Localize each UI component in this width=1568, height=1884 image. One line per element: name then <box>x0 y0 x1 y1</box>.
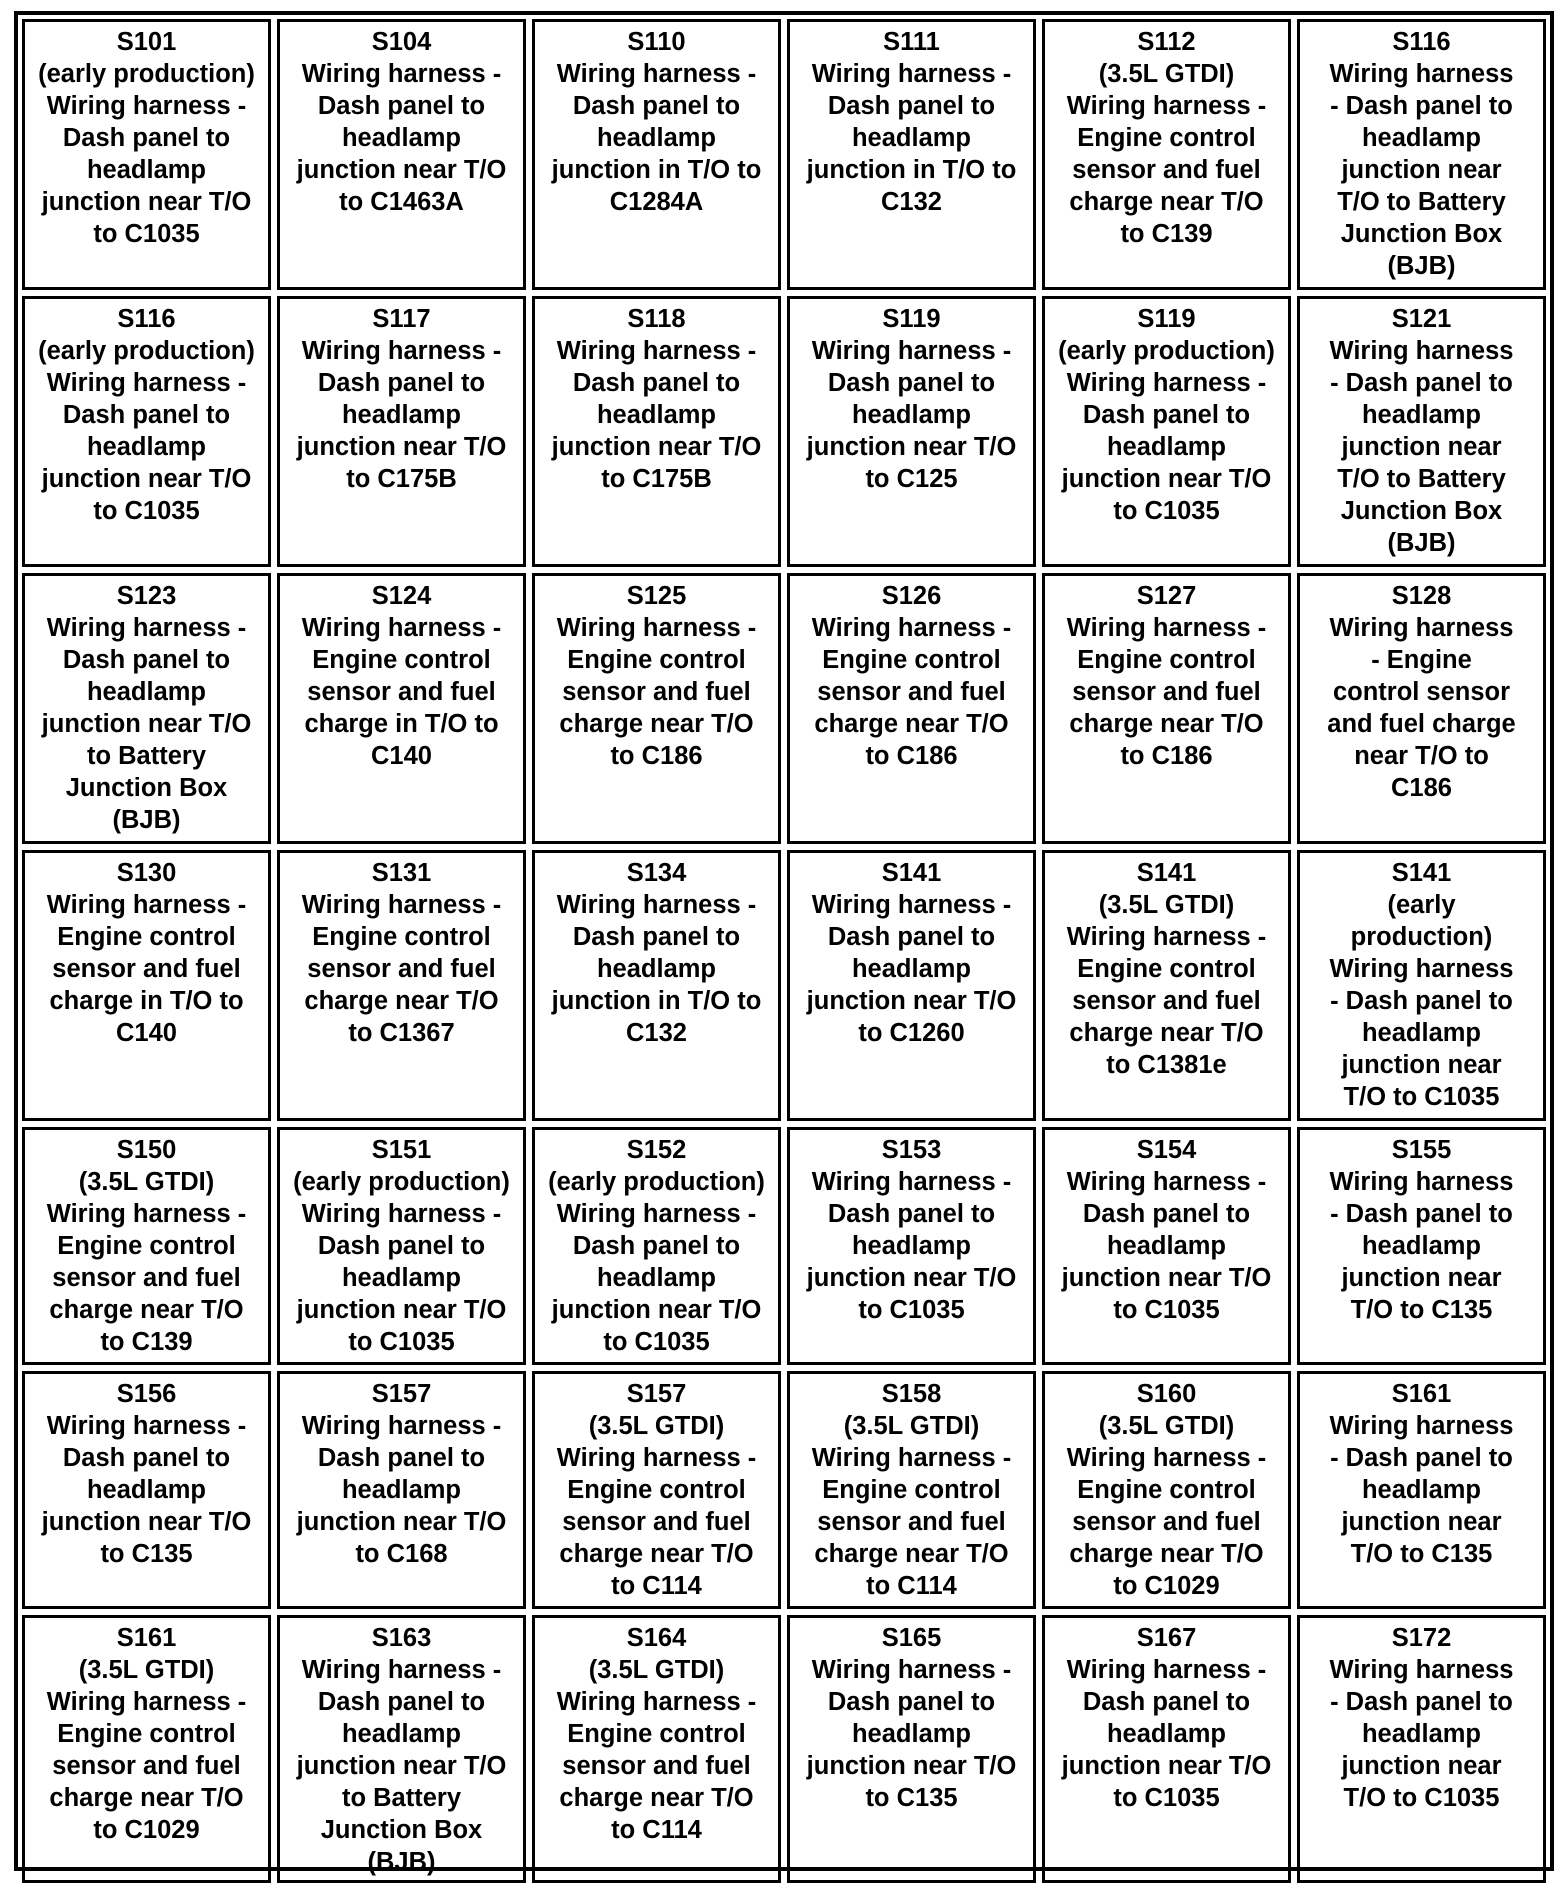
splice-cell <box>532 1615 781 1883</box>
splice-cell <box>277 1371 526 1609</box>
splice-cell-text: S134 Wiring harness - Dash panel to headlamp junction in T/O to C132 <box>551 859 762 1047</box>
splice-cell <box>1042 1371 1291 1609</box>
splice-cell-text: S141 (3.5L GTDI) Wiring harness - Engine control sensor and fuel charge near T/O to C1381e <box>1066 859 1267 1079</box>
splice-cell <box>277 1127 526 1365</box>
splice-cell <box>22 19 271 290</box>
splice-cell <box>1297 296 1546 567</box>
splice-cell-text: S165 Wiring harness - Dash panel to headlamp junction near T/O to C135 <box>806 1624 1017 1812</box>
splice-cell <box>1297 1615 1546 1883</box>
splice-cell-text: S117 Wiring harness - Dash panel to headlamp junction near T/O to C175B <box>296 305 507 493</box>
splice-cell-text: S155 Wiring harness - Dash panel to headlamp junction near T/O to C135 <box>1329 1136 1514 1324</box>
splice-cell <box>1042 850 1291 1121</box>
splice-cell <box>532 19 781 290</box>
splice-cell-text: S160 (3.5L GTDI) Wiring harness - Engine control sensor and fuel charge near T/O to C1029 <box>1066 1380 1267 1600</box>
splice-cell <box>1042 296 1291 567</box>
splice-cell-text: S118 Wiring harness - Dash panel to headlamp junction near T/O to C175B <box>551 305 762 493</box>
splice-cell-text: S111 Wiring harness - Dash panel to headlamp junction in T/O to C132 <box>806 28 1017 216</box>
splice-cell-text: S151 (early production) Wiring harness - Dash panel to headlamp junction near T/O to C1035 <box>293 1136 510 1356</box>
splice-cell-text: S123 Wiring harness - Dash panel to headlamp junction near T/O to Battery Junction Box (BJB) <box>41 582 252 834</box>
splice-cell <box>1042 1615 1291 1883</box>
splice-cell-text: S172 Wiring harness - Dash panel to headlamp junction near T/O to C1035 <box>1329 1624 1514 1812</box>
splice-cell-text: S161 Wiring harness - Dash panel to headlamp junction near T/O to C135 <box>1329 1380 1514 1568</box>
splice-cell-text: S125 Wiring harness - Engine control sensor and fuel charge near T/O to C186 <box>556 582 757 770</box>
splice-cell <box>22 1615 271 1883</box>
splice-cell <box>277 1615 526 1883</box>
splice-cell-text: S141 Wiring harness - Dash panel to headlamp junction near T/O to C1260 <box>806 859 1017 1047</box>
splice-cell-text: S157 (3.5L GTDI) Wiring harness - Engine control sensor and fuel charge near T/O to C114 <box>556 1380 757 1600</box>
splice-cell <box>787 19 1036 290</box>
splice-cell-text: S104 Wiring harness - Dash panel to headlamp junction near T/O to C1463A <box>296 28 507 216</box>
splice-cell <box>277 573 526 844</box>
splice-cell-text: S167 Wiring harness - Dash panel to headlamp junction near T/O to C1035 <box>1061 1624 1272 1812</box>
splice-cell <box>277 296 526 567</box>
splice-cell-text: S124 Wiring harness - Engine control sensor and fuel charge in T/O to C140 <box>301 582 502 770</box>
splice-cell <box>1042 573 1291 844</box>
splice-cell-text: S101 (early production) Wiring harness - Dash panel to headlamp junction near T/O to C1035 <box>38 28 255 248</box>
splice-cell <box>22 1127 271 1365</box>
splice-table <box>14 11 1554 1876</box>
splice-cell-text: S154 Wiring harness - Dash panel to headlamp junction near T/O to C1035 <box>1061 1136 1272 1324</box>
splice-cell <box>1297 850 1546 1121</box>
splice-cell-text: S150 (3.5L GTDI) Wiring harness - Engine control sensor and fuel charge near T/O to C139 <box>46 1136 247 1356</box>
splice-cell <box>1297 1127 1546 1365</box>
splice-cell <box>532 1371 781 1609</box>
splice-cell <box>22 296 271 567</box>
splice-cell <box>1297 573 1546 844</box>
splice-cell-text: S158 (3.5L GTDI) Wiring harness - Engine control sensor and fuel charge near T/O to C114 <box>811 1380 1012 1600</box>
splice-cell <box>787 1371 1036 1609</box>
splice-cell <box>532 850 781 1121</box>
splice-cell-text: S164 (3.5L GTDI) Wiring harness - Engine control sensor and fuel charge near T/O to C114 <box>556 1624 757 1844</box>
splice-grid <box>22 19 1546 1876</box>
splice-cell <box>1297 19 1546 290</box>
splice-cell <box>787 573 1036 844</box>
splice-cell-text: S116 (early production) Wiring harness - Dash panel to headlamp junction near T/O to C1035 <box>38 305 255 525</box>
splice-cell-text: S152 (early production) Wiring harness - Dash panel to headlamp junction near T/O to C1035 <box>548 1136 765 1356</box>
splice-cell-text: S112 (3.5L GTDI) Wiring harness - Engine control sensor and fuel charge near T/O to C139 <box>1066 28 1267 248</box>
splice-cell <box>22 850 271 1121</box>
splice-cell <box>532 573 781 844</box>
splice-cell-text: S141 (early production) Wiring harness - Dash panel to headlamp junction near T/O to C1035 <box>1329 859 1514 1111</box>
splice-cell-text: S163 Wiring harness - Dash panel to headlamp junction near T/O to Battery Junction Box (BJB) <box>296 1624 507 1876</box>
splice-cell-text: S119 (early production) Wiring harness - Dash panel to headlamp junction near T/O to C1035 <box>1058 305 1275 525</box>
splice-cell <box>787 1615 1036 1883</box>
splice-cell <box>277 19 526 290</box>
splice-cell-text: S116 Wiring harness - Dash panel to headlamp junction near T/O to Battery Junction Box (BJB) <box>1329 28 1514 280</box>
splice-cell-text: S128 Wiring harness - Engine control sensor and fuel charge near T/O to C186 <box>1327 582 1516 802</box>
splice-cell <box>532 296 781 567</box>
splice-cell <box>1042 19 1291 290</box>
splice-cell-text: S156 Wiring harness - Dash panel to headlamp junction near T/O to C135 <box>41 1380 252 1568</box>
splice-cell-text: S121 Wiring harness - Dash panel to headlamp junction near T/O to Battery Junction Box (BJB) <box>1329 305 1514 557</box>
splice-cell <box>1042 1127 1291 1365</box>
splice-cell-text: S131 Wiring harness - Engine control sensor and fuel charge near T/O to C1367 <box>301 859 502 1047</box>
splice-cell <box>532 1127 781 1365</box>
splice-cell-text: S127 Wiring harness - Engine control sensor and fuel charge near T/O to C186 <box>1066 582 1267 770</box>
splice-cell <box>1297 1371 1546 1609</box>
splice-cell-text: S110 Wiring harness - Dash panel to headlamp junction in T/O to C1284A <box>551 28 762 216</box>
splice-cell <box>22 573 271 844</box>
splice-cell <box>277 850 526 1121</box>
splice-cell-text: S126 Wiring harness - Engine control sensor and fuel charge near T/O to C186 <box>811 582 1012 770</box>
splice-cell-text: S119 Wiring harness - Dash panel to headlamp junction near T/O to C125 <box>806 305 1017 493</box>
splice-cell <box>787 296 1036 567</box>
splice-cell <box>787 1127 1036 1365</box>
splice-cell-text: S157 Wiring harness - Dash panel to headlamp junction near T/O to C168 <box>296 1380 507 1568</box>
splice-cell-text: S153 Wiring harness - Dash panel to headlamp junction near T/O to C1035 <box>806 1136 1017 1324</box>
splice-cell-text: S161 (3.5L GTDI) Wiring harness - Engine control sensor and fuel charge near T/O to C1029 <box>46 1624 247 1844</box>
splice-cell <box>22 1371 271 1609</box>
splice-cell <box>787 850 1036 1121</box>
splice-cell-text: S130 Wiring harness - Engine control sensor and fuel charge in T/O to C140 <box>46 859 247 1047</box>
